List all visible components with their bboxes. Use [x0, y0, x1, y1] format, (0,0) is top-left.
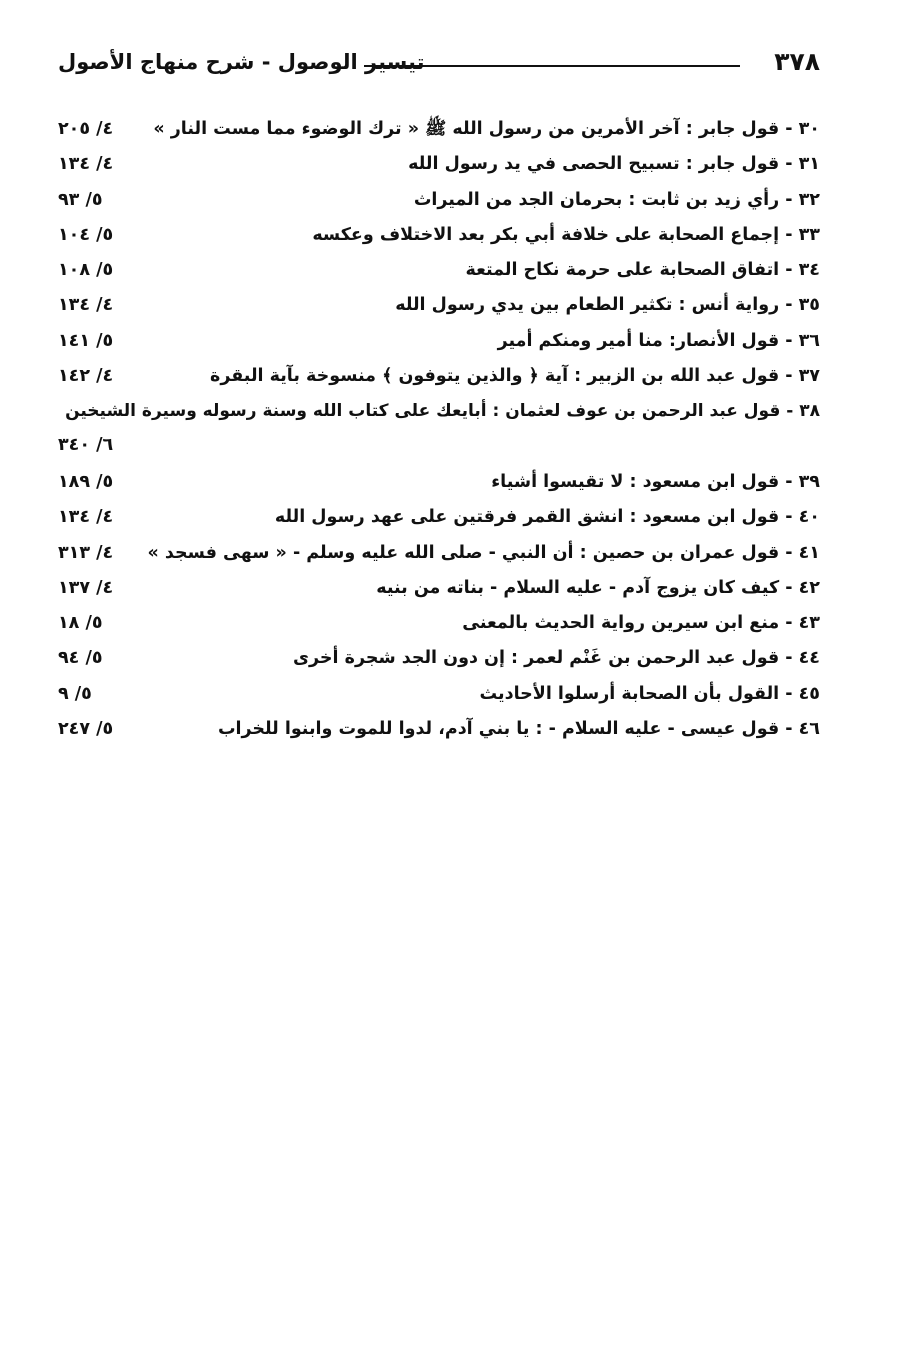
index-entry-34: [58, 253, 820, 288]
index-entry-32: [58, 183, 820, 218]
entry-reference: ٥/ ٩٣: [58, 189, 103, 210]
entry-reference: ٤/ ١٣٤: [58, 154, 114, 175]
entry-text: ٣٩ - قول ابن مسعود : لا تقيسوا أشياء: [491, 471, 820, 492]
index-entry-42: [58, 571, 820, 606]
entry-text: ٣٨ - قول عبد الرحمن بن عوف لعثمان : أبايعك على كتاب الله وسنة رسوله وسيرة الشيخين: [65, 401, 820, 422]
running-title: تيسير الوصول - شرح منهاج الأصول: [58, 50, 425, 74]
entry-text: ٣٠ - قول جابر : آخر الأمرين من رسول الله ﷺ « ترك الوضوء مما مست النار »: [153, 119, 820, 139]
entry-reference: ٤/ ٣١٣: [58, 542, 114, 563]
entry-reference: ٥/ ١٨: [58, 613, 103, 634]
entry-text: ٤٥ - القول بأن الصحابة أرسلوا الأحاديث: [479, 683, 820, 704]
index-entry-40: [58, 500, 820, 535]
entry-reference: ٥/ ١٠٤: [58, 224, 114, 245]
index-entry-35: [58, 288, 820, 323]
entry-text: ٣٢ - رأي زيد بن ثابت : بحرمان الجد من الميراث: [413, 189, 820, 210]
index-entry-41: [58, 536, 820, 571]
entry-reference: ٥/ ١٠٨: [58, 260, 114, 281]
entry-text: ٣٦ - قول الأنصار: منا أمير ومنكم أمير: [497, 330, 820, 351]
entry-text: ٤٤ - قول عبد الرحمن بن غَنْم لعمر : إن دون الجد شجرة أخرى: [292, 648, 820, 669]
entry-reference: ٥/ ١٤١: [58, 330, 114, 351]
entry-reference: ٤/ ١٤٢: [58, 366, 114, 387]
index-entry-33: [58, 218, 820, 253]
entry-reference: ٥/ ٢٤٧: [58, 719, 114, 740]
entry-reference: ٥/ ٩٤: [58, 648, 103, 669]
index-entry-46: [58, 712, 820, 747]
entry-reference: ٤/ ١٣٧: [58, 577, 114, 598]
entry-text: ٤٠ - قول ابن مسعود : انشق القمر فرقتين على عهد رسول الله: [274, 507, 820, 528]
entry-text: ٣٧ - قول عبد الله بن الزبير : آية ﴿ والذين يتوفون ﴾ منسوخة بآية البقرة: [209, 366, 820, 387]
entry-reference: ٤/ ١٣٤: [58, 507, 114, 528]
index-entry-44: [58, 641, 820, 676]
entry-text: ٤٢ - كيف كان يزوج آدم - عليه السلام - بناته من بنيه: [376, 577, 820, 598]
entry-text: ٣٤ - اتفاق الصحابة على حرمة نكاح المتعة: [465, 260, 820, 281]
index-entry-45: [58, 677, 820, 712]
entry-reference: ٦/ ٣٤٠: [58, 435, 114, 456]
page-header: [58, 46, 820, 86]
index-entry-31: [58, 147, 820, 182]
entry-text: ٤٦ - قول عيسى - عليه السلام - : يا بني آدم، لدوا للموت وابنوا للخراب: [217, 719, 820, 740]
index-entry-39: [58, 465, 820, 500]
index-entry-37: [58, 359, 820, 394]
index-list: [58, 112, 820, 747]
entry-text: ٣٥ - رواية أنس : تكثير الطعام بين يدي رسول الله: [395, 295, 820, 316]
entry-reference: ٤/ ٢٠٥: [58, 119, 114, 139]
index-entry-30: [58, 112, 820, 147]
entry-text: ٤٣ - منع ابن سيرين رواية الحديث بالمعنى: [462, 613, 820, 634]
entry-reference: ٥/ ١٨٩: [58, 471, 114, 492]
entry-text: ٣١ - قول جابر : تسبيح الحصى في يد رسول الله: [408, 154, 820, 175]
entry-text: ٤١ - قول عمران بن حصين : أن النبي - صلى الله عليه وسلم - « سهى فسجد »: [147, 542, 820, 563]
entry-text: ٣٣ - إجماع الصحابة على خلافة أبي بكر بعد الاختلاف وعكسه: [312, 224, 820, 245]
entry-reference: ٤/ ١٣٤: [58, 295, 114, 316]
page-number: ٣٧٨: [774, 47, 820, 76]
index-entry-36: [58, 324, 820, 359]
entry-reference: ٥/ ٩: [58, 683, 92, 704]
index-entry-43: [58, 606, 820, 641]
index-entry-38: [58, 394, 820, 465]
